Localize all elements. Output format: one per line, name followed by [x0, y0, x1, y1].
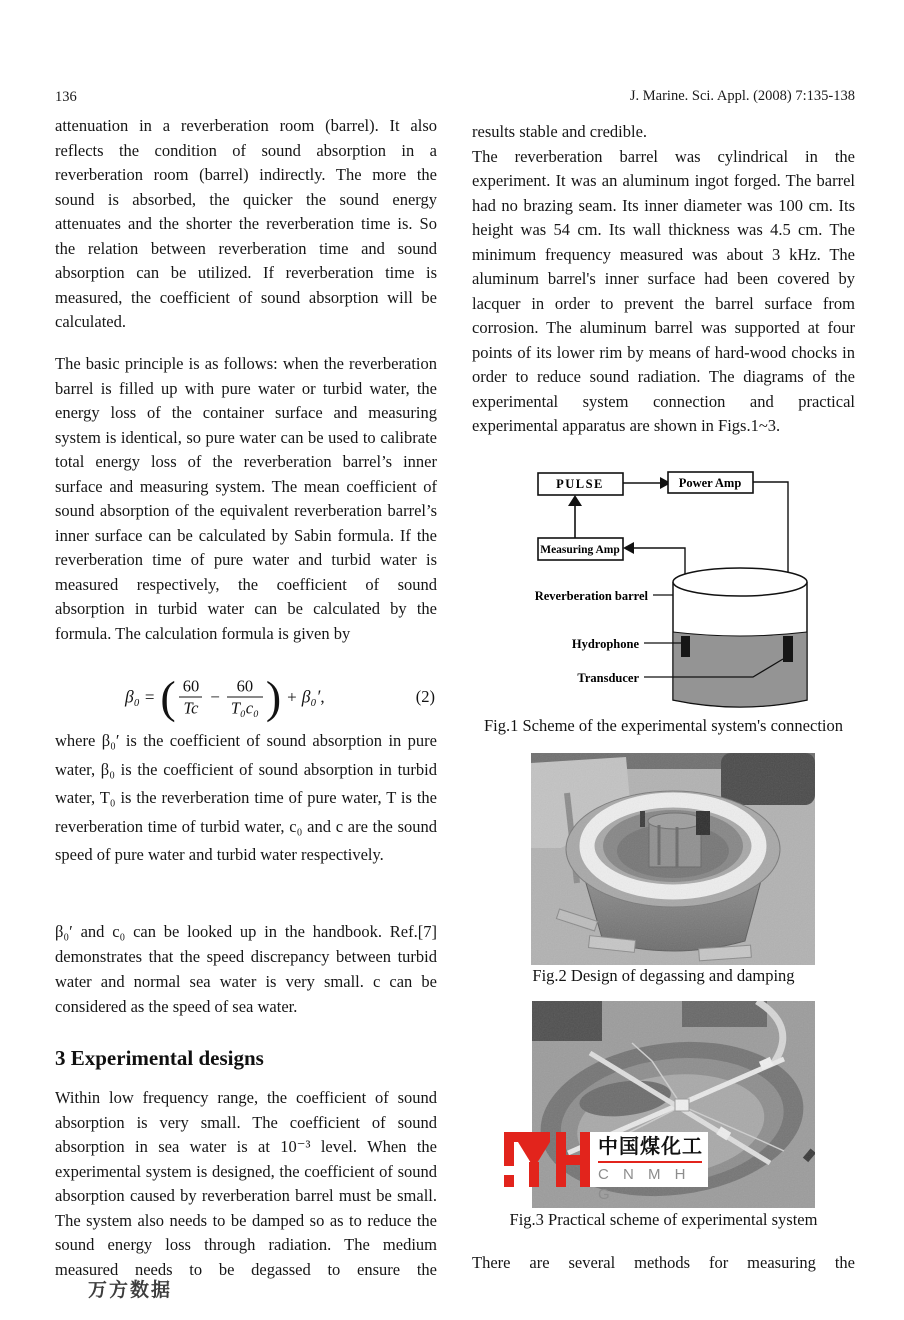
right-paragraph-2: The reverberation barrel was cylindrical in the experiment. It was an aluminum ingot forged. The barrel had no brazing seam. Its inner diameter was 100 cm. Its height was 54 cm. Its wall thickness was 4.5 cm. The minimum frequency measured was about 3 kHz. The aluminum barrel's inner surface had been covered by lacquer in order to prevent the barrel surface from corrosion. The aluminum barrel was supported at four points of its lower rim by means of hard-wood chocks in order to reduce sound radiation. The diagrams of the experimental system connection and practical experimental apparatus are shown in Figs.1~3. [472, 146, 855, 435]
barrel-top-rim [673, 568, 807, 596]
left-paragraph-2: The basic principle is as follows: when the reverberation barrel is filled up with pure water or turbid water, the energy loss of the container surface and measuring system is identical, so pure water can be used to calibrate total energy loss of the reverberation barrel’s inner surface and measuring system. The mean coefficient of sound absorption of the equivalent reverberation barrel’s inner surface can be calculated by Sabin formula. If the reverberation time of pure water and turbid water is measured respectively, the coefficient of sound absorption in turbid water can be calculated by the formula. The calculation formula is given by [55, 354, 437, 643]
arrowhead-left-icon [623, 542, 634, 554]
eq-frac2-denominator: T₀c₀ [227, 697, 263, 719]
fig2-grain-overlay [531, 753, 815, 965]
reverberation-barrel-label: Reverberation barrel [534, 589, 648, 603]
fig1-diagram [472, 460, 855, 712]
eq-comma: , [320, 687, 325, 706]
eq-frac2-numerator: 60 [236, 676, 254, 696]
eq-right-paren: ) [265, 671, 282, 722]
section-heading: 3 Experimental designs [55, 1046, 264, 1070]
left-paragraph-4: β₀′ and c₀ can be looked up in the handbook. Ref.[7] demonstrates that the speed discrepancy between turbid water and normal sea water is very small. c can be considered as the speed of sea water. [55, 922, 437, 1016]
right-paragraph-1: results stable and credible. [472, 122, 648, 141]
equation-number: (2) [415, 687, 435, 706]
right-text-block [472, 120, 855, 439]
equation-2-body [125, 671, 325, 722]
eq-fraction-2 [227, 676, 263, 719]
equation-2 [55, 666, 437, 728]
eq-rhs: β₀′ [301, 686, 321, 707]
left-paragraph-5: Within low frequency range, the coefficient of sound absorption is very small. The coefficient of sound absorption in sea water is at 10⁻³ level. When the experimental system is designed, the coefficient of sound absorption caused by reverberation barrel must be small. The system also needs to be damped so as to reduce the sound energy loss through radiation. The medium measured needs to be degassed to ensure the [55, 1088, 437, 1279]
page-number: 136 [55, 89, 77, 105]
eq-equals: = [144, 687, 155, 706]
left-paragraph-1: attenuation in a reverberation room (barrel). It also reflects the condition of sound absorption in a reverberation room (barrel) indirectly. The more the sound is absorbed, the quicker the sound energy attenuates and the shorter the reverberation time is. So the relation between reverberation time and sound absorption can be utilized. If reverberation time is measured, the coefficient of sound absorption will be calculated. [55, 116, 437, 331]
eq-frac1-denominator: Tc [179, 697, 202, 719]
hydrophone-label: Hydrophone [571, 637, 639, 651]
pulse-box-label: PULSE [556, 477, 604, 491]
eq-plus: + [287, 687, 297, 706]
measuring-amp-box-label: Measuring Amp [540, 544, 620, 556]
journal-header: J. Marine. Sci. Appl. (2008) 7:135-138 [629, 88, 855, 104]
transducer-element [783, 636, 793, 662]
fig2-caption: Fig.2 Design of degassing and damping [532, 966, 795, 985]
cnmhg-logo-icon [504, 1132, 590, 1187]
fig1-caption: Fig.1 Scheme of the experimental system's connection [483, 716, 843, 735]
eq-minus: − [210, 687, 220, 706]
watermark-chinese-text: 中国煤化工 [598, 1136, 703, 1158]
power-amp-box-label: Power Amp [678, 476, 742, 490]
hydrophone-element [681, 636, 690, 657]
watermark-text-box [590, 1132, 708, 1203]
arrowhead-up-icon [568, 495, 582, 506]
eq-lhs: β₀ [125, 686, 140, 707]
watermark-latin-text: C N M H G [598, 1166, 691, 1203]
left-paragraph-3: where β₀′ is the coefficient of sound absorption in pure water, β₀ is the coefficient of sound absorption in turbid water, T₀ is the reverberation time of pure water, T is the reverberation time of turbid water, c₀ and c are the sound speed of pure water and turbid water respectively. [55, 731, 437, 864]
publisher-watermark [504, 1132, 708, 1203]
fig3-caption: Fig.3 Practical scheme of experimental system [509, 1210, 818, 1229]
eq-frac1-numerator: 60 [182, 676, 200, 696]
wanfang-watermark: 万方数据 [88, 1280, 173, 1301]
right-paragraph-3: There are several methods for measuring the [472, 1253, 855, 1272]
eq-left-paren: ( [160, 671, 176, 722]
eq-fraction-1 [179, 676, 204, 719]
transducer-label: Transducer [577, 671, 639, 685]
watermark-red-rule [598, 1161, 702, 1163]
fig2-photo [531, 753, 815, 965]
